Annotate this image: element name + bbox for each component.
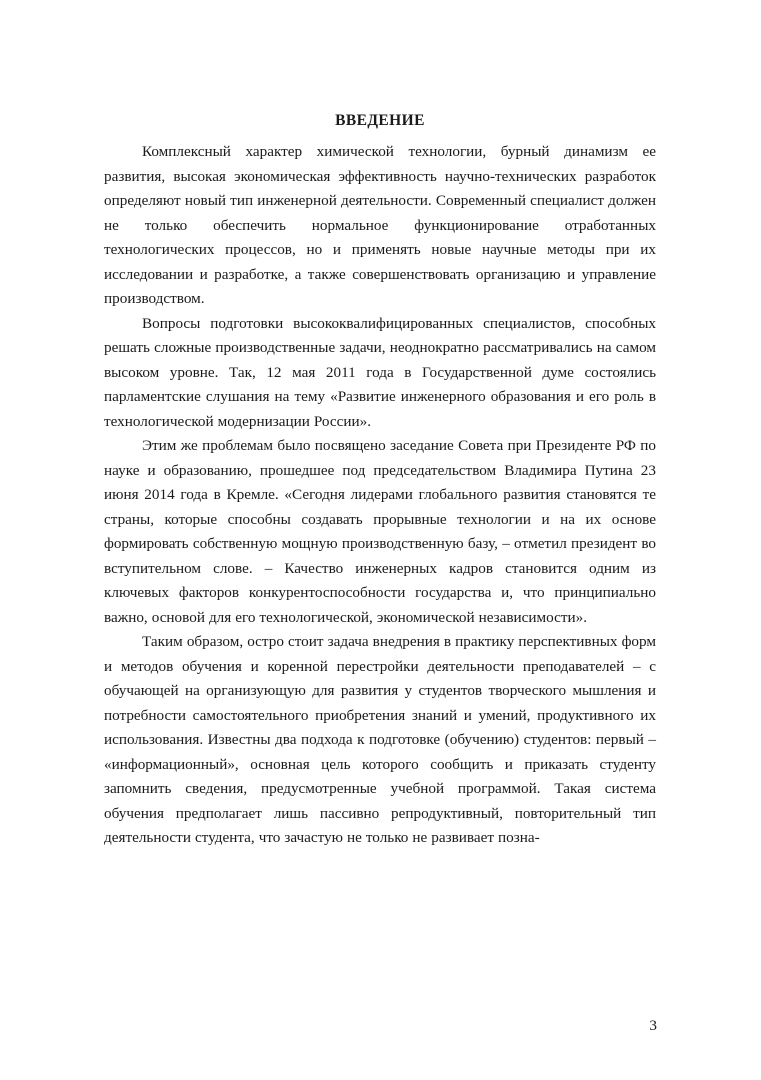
page-title: ВВЕДЕНИЕ [335, 112, 425, 129]
paragraph-4: Таким образом, остро стоит задача внедрения в практику перспективных форм и методов обучения и коренной перестройки деятельности преподавателей – с обучающей на организующую для развития у студентов творческого мышления и потребности самостоятельного приобретения знаний и умений, продуктивного их использования. Известны два подхода к подготовке (обучению) студентов: первый – «информационный», основная цель которого сообщить и приказать студенту запомнить сведения, предусмотренные учебной программой. Такая система обучения предполагает лишь пассивно репродуктивный, повторительный тип деятельности студента, что зачастую не только не развивает позна- [104, 633, 656, 846]
page-number: 3 [649, 1017, 657, 1034]
paragraph-1: Комплексный характер химической технологии, бурный динамизм ее развития, высокая экономическая эффективность научно-технических разработок определяют новый тип инженерной деятельности. Современный специалист должен не только обеспечить нормальное функционирование отработанных технологических процессов, но и применять новые научные методы при их исследовании и разработке, а также совершенствовать организацию и управление производством. [104, 143, 656, 307]
page-content [104, 112, 656, 851]
paragraph-3: Этим же проблемам было посвящено заседание Совета при Президенте РФ по науке и образованию, прошедшее под председательством Владимира Путина 23 июня 2014 года в Кремле. «Сегодня лидерами глобального развития становятся те страны, которые способны создавать прорывные технологии и на их основе формировать собственную мощную производственную базу, – отметил президент во вступительном слове. – Качество инженерных кадров становится одним из ключевых факторов конкурентоспособности государства и, что принципиально важно, основой для его технологической, экономической независимости». [104, 437, 656, 626]
paragraph-2: Вопросы подготовки высококвалифицированных специалистов, способных решать сложные производственные задачи, неоднократно рассматривались на самом высоком уровне. Так, 12 мая 2011 года в Государственной думе состоялись парламентские слушания на тему «Развитие инженерного образования и его роль в технологической модернизации России». [104, 314, 656, 430]
